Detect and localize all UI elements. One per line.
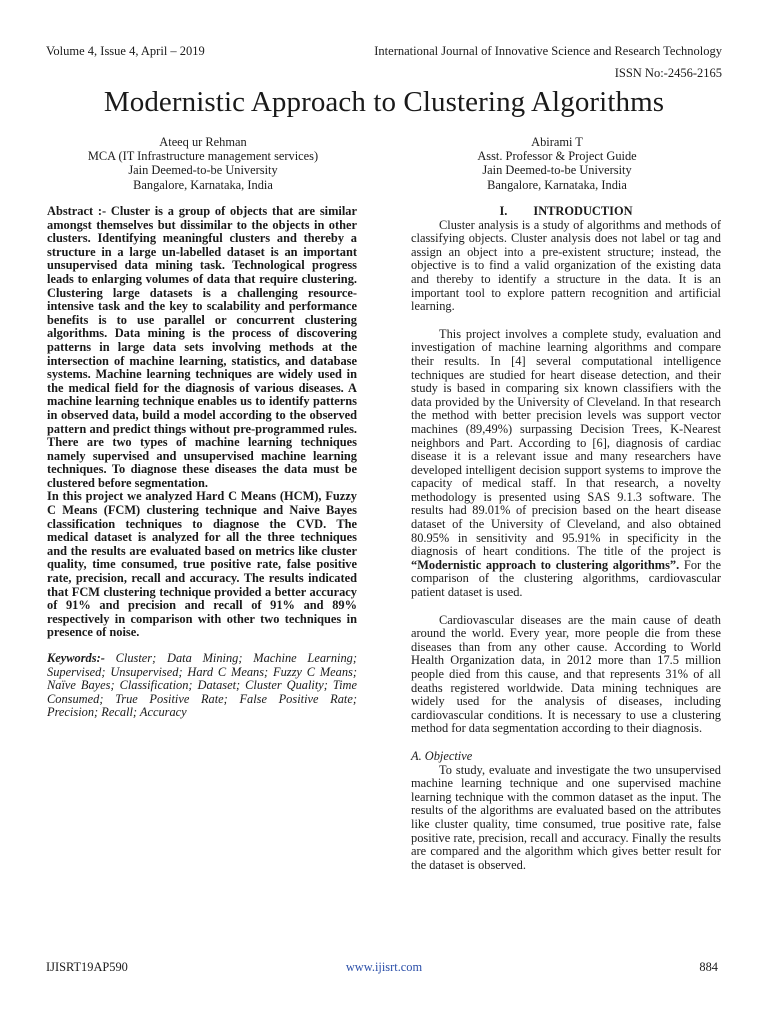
author-name: Ateeq ur Rehman [159, 135, 247, 149]
header-volume: Volume 4, Issue 4, April – 2019 [46, 44, 205, 58]
author-institution: Jain Deemed-to-be University [482, 163, 632, 178]
author-block-2 [407, 135, 707, 192]
header-issn: ISSN No:-2456-2165 [614, 66, 722, 80]
author-role: Asst. Professor & Project Guide [477, 149, 637, 164]
left-column [47, 205, 357, 720]
paper-title: Modernistic Approach to Clustering Algorithms [103, 86, 665, 118]
intro-paragraph-3: Cardiovascular diseases are the main cause of death around the world. Every year, more people die from these diseases than from any other cause. According to World Health Organization data, in 2012 more than 17.5 million people died from this cause, and that represents 31% of all deaths registered worldwide. Data mining techniques are widely used for the analysis of diseases, including cardiovascular conditions. It is necessary to use a clustering method for data segmentation according to their diagnosis. [411, 612, 721, 736]
keywords-label: Keywords:- [47, 651, 105, 665]
subsection-heading-objective: A. Objective [411, 748, 473, 763]
intro-paragraph-2 [411, 328, 721, 600]
right-column [411, 205, 721, 872]
keywords [47, 652, 357, 720]
abstract-paragraph-2: In this project we analyzed Hard C Means (HCM), Fuzzy C Means (FCM) clustering technique and Naive Bayes classification techniques to diagnose the CVD. The medical dataset is analyzed for all the three techniques and the results are evaluated based on metrics like cluster quality, time consumed, true positive rate, false positive rate, precision, recall and accuracy. The results indicated that FCM clustering technique provided a better accuracy of 91% and precision and recall of 91% and 89% respectively in comparison with other two techniques in presence of noise. [47, 489, 357, 640]
intro-paragraph-1: Cluster analysis is a study of algorithms and methods of classifying objects. Cluster analysis does not label or tag and assign an object into a pre-existent structure; instead, the objective is to find a valid organization of the existing data and thereby to identify a structure in the data. It is an important tool to explore pattern recognition and artificial learning. [411, 217, 721, 314]
section-title: INTRODUCTION [533, 204, 633, 218]
footer-page-number: 884 [699, 960, 718, 974]
abstract-paragraph-1: Abstract :- Cluster is a group of objects that are similar amongst themselves but dissimilar to the objects in other clusters. Identifying meaningful clusters and thereby a structure in a large un-labelled dataset is an important unsupervised data mining task. Technological progress leads to enlarging volumes of data that require clustering. Clustering large datasets is a challenging resource-intensive task and the key to scalability and performance benefits is to use parallel or concurrent clustering algorithms. Data mining is the process of discovering patterns in large data sets involving methods at the intersection of machine learning, statistics, and database systems. Machine learning techniques are widely used in the medical field for the diagnosis of various diseases. A machine learning technique enables us to identify patterns in observed data, build a model according to the observed pattern and predict things without pre-programmed rules. There are two types of machine learning techniques namely supervised and unsupervised machine learning techniques. To diagnose these diseases the data must be clustered before segmentation. [47, 204, 357, 490]
author-name: Abirami T [531, 135, 583, 149]
section-number: I. [499, 204, 508, 218]
keywords-text: Cluster; Data Mining; Machine Learning; Supervised; Unsupervised; Hard C Means; Fuzzy C Means; Naïve Bayes; Classification; Dataset; Cluster Quality; Time Consumed; True Positive Rate; False Positive Rate; Precision; Recall; Accuracy [47, 651, 357, 720]
author-block-1 [53, 135, 353, 192]
author-role: MCA (IT Infrastructure management services) [87, 149, 319, 164]
objective-paragraph: To study, evaluate and investigate the two unsupervised machine learning technique and one supervised machine learning technique with the common dataset as the input. The results of the algorithms are evaluated based on the attributes like cluster quality, time consumed, true positive rate, false positive rate, precision, recall and accuracy. Finally the results are compared and the algorithm which gives better result for the dataset is observed. [411, 762, 721, 872]
intro-p2-text: This project involves a complete study, evaluation and investigation of machine learning algorithms and compare their results. In [4] several computational intelligence techniques are studied for heart disease detection, and their study is based in comparing six known classifiers with the data provided by the University of Cleveland. In that research the method with better precision levels was support vector machines (89,49%) surpassing Decision Trees, K-Nearest neighbors and Part. According to [6], diagnosis of cardiac disease it is a relevant issue and many researchers have developed intelligent decision support systems to improve the capacity of medical staff. In that research, a novelty methodology is presented using SAS 9.1.3 software. The results had 89.01% of precision based on the heart disease dataset of the University of Cleveland, and also obtained 80.95% in sensitivity and 95.91% in specificity in the diagnosis of heart conditions. The title of the project is [411, 326, 721, 559]
section-heading-introduction [411, 205, 721, 219]
footer-paper-id: IJISRT19AP590 [46, 960, 128, 974]
author-location: Bangalore, Karnataka, India [487, 177, 627, 192]
footer-website-link[interactable]: www.ijisrt.com [345, 960, 423, 974]
author-location: Bangalore, Karnataka, India [133, 177, 273, 192]
author-institution: Jain Deemed-to-be University [128, 163, 278, 178]
intro-p2-text-end: For the comparison of the clustering algorithms, cardiovascular patient dataset is used. [411, 557, 722, 600]
header-journal: International Journal of Innovative Science and Research Technology [374, 44, 722, 58]
project-title-highlight: “Modernistic approach to clustering algorithms”. [411, 557, 680, 572]
